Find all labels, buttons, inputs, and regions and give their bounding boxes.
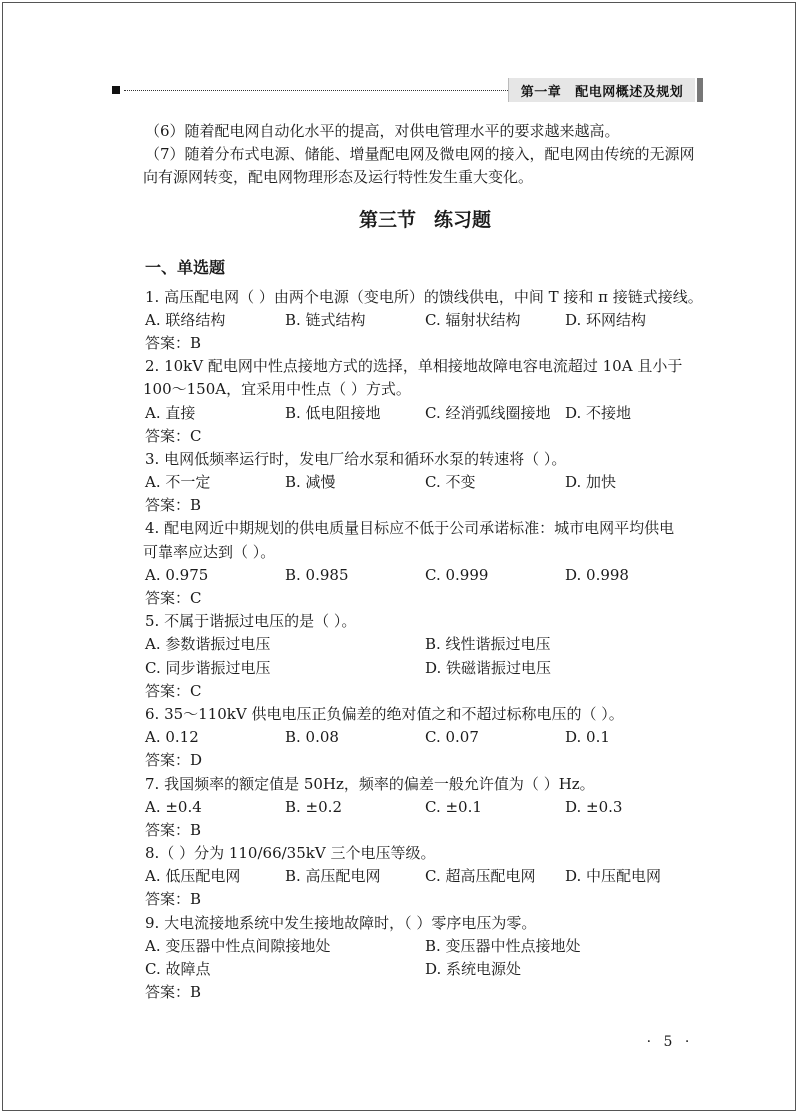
question-stem: 6. 35～110kV 供电电压正负偏差的绝对值之和不超过标称电压的（ ）。 (145, 704, 624, 723)
section-number: 第三节 (358, 208, 416, 231)
answer-key: 答案：B (145, 820, 202, 839)
question-item (145, 773, 705, 843)
answer-option: A. 直接 (145, 403, 196, 422)
question-item (145, 912, 705, 1005)
options-row (145, 402, 705, 425)
answer-option: B. 高压配电网 (285, 867, 381, 886)
answer-option: C. 超高压配电网 (425, 867, 536, 886)
question-stem: 100～150A，宜采用中性点（ ）方式。 (143, 380, 411, 399)
answer-option: D. 铁磁谐振过电压 (425, 658, 552, 677)
answer-option: A. 不一定 (145, 473, 211, 492)
answer-option: A. 0.975 (145, 565, 209, 584)
running-header (508, 78, 695, 102)
answer-option: B. ±0.2 (285, 797, 342, 816)
question-stem: 8.（ ）分为 110/66/35kV 三个电压等级。 (145, 844, 436, 863)
question-item (145, 703, 705, 773)
header-dotted-rule (124, 90, 508, 91)
answer-option: D. 中压配电网 (565, 867, 662, 886)
question-list (145, 286, 705, 1005)
page-number: · 5 · (646, 1034, 694, 1050)
answer-option: C. 0.07 (425, 728, 479, 747)
answer-option: C. 经消弧线圈接地 (425, 403, 551, 422)
question-item (145, 517, 705, 610)
options-row (145, 796, 705, 819)
answer-key: 答案：C (145, 589, 202, 607)
question-stem: 1. 高压配电网（ ）由两个电源（变电所）的馈线供电，中间 T 接和 π 接链式接线。 (145, 287, 703, 306)
options-row (145, 564, 705, 587)
answer-option: D. ±0.3 (565, 797, 623, 816)
answer-option: D. 0.1 (565, 728, 610, 747)
intro-item-6: （6）随着配电网自动化水平的提高，对供电管理水平的要求越来越高。 (145, 122, 620, 140)
subsection-title: 一、单选题 (145, 257, 226, 277)
question-stem: 5. 不属于谐振过电压的是（ ）。 (145, 612, 357, 631)
question-stem: 可靠率应达到（ ）。 (143, 542, 276, 561)
answer-option: B. 减慢 (285, 473, 336, 492)
header-title: 配电网概述及规划 (575, 84, 684, 100)
question-item (145, 355, 705, 448)
answer-key: 答案：D (145, 751, 203, 770)
answer-option: B. 链式结构 (285, 310, 366, 329)
answer-option: D. 0.998 (565, 565, 629, 584)
answer-option: A. 低压配电网 (145, 867, 241, 886)
options-row (145, 633, 705, 656)
answer-option: A. ±0.4 (145, 797, 202, 816)
answer-key: 答案：B (145, 983, 202, 1002)
question-stem: 4. 配电网近中期规划的供电质量目标应不低于公司承诺标准：城市电网平均供电 (145, 519, 675, 538)
answer-option: C. 同步谐振过电压 (145, 658, 271, 677)
answer-option: D. 环网结构 (565, 310, 647, 329)
question-stem: 9. 大电流接地系统中发生接地故障时，（ ）零序电压为零。 (145, 913, 537, 932)
answer-option: D. 系统电源处 (425, 960, 522, 978)
answer-option: C. 0.999 (425, 565, 489, 584)
options-row (145, 726, 705, 749)
answer-key: 答案：B (145, 333, 202, 352)
question-stem: 3. 电网低频率运行时，发电厂给水泵和循环水泵的转速将（ ）。 (145, 449, 567, 468)
answer-key: 答案：C (145, 426, 202, 445)
options-row (145, 958, 705, 981)
answer-option: B. 0.985 (285, 565, 349, 584)
answer-option: B. 低电阻接地 (285, 403, 381, 422)
options-row (145, 471, 705, 494)
answer-option: B. 0.08 (285, 728, 339, 747)
answer-option: C. ±0.1 (425, 797, 482, 816)
options-row (145, 935, 705, 958)
question-item (145, 286, 705, 356)
answer-option: B. 线性谐振过电压 (425, 635, 551, 654)
question-item (145, 842, 705, 912)
answer-option: A. 联络结构 (145, 310, 226, 329)
answer-option: C. 故障点 (145, 960, 211, 978)
header-chapter: 第一章 (520, 84, 562, 100)
page-content (145, 120, 705, 1004)
section-name: 练习题 (434, 208, 492, 231)
answer-option: B. 变压器中性点接地处 (425, 936, 581, 955)
header-square-mark (112, 86, 120, 94)
answer-key: 答案：B (145, 496, 202, 515)
answer-option: C. 辐射状结构 (425, 310, 521, 329)
question-item (145, 610, 705, 703)
answer-option: A. 参数谐振过电压 (145, 635, 271, 654)
answer-key: 答案：B (145, 890, 202, 909)
answer-option: D. 加快 (565, 473, 617, 492)
question-item (145, 448, 705, 518)
answer-option: A. 变压器中性点间隙接地处 (145, 936, 331, 955)
options-row (145, 309, 705, 332)
options-row (145, 657, 705, 680)
section-title (145, 200, 705, 240)
answer-option: C. 不变 (425, 473, 476, 492)
question-stem: 2. 10kV 配电网中性点接地方式的选择，单相接地故障电容电流超过 10A 且小于 (145, 357, 683, 376)
answer-option: A. 0.12 (145, 728, 199, 747)
answer-key: 答案：C (145, 681, 202, 700)
question-stem: 7. 我国频率的额定值是 50Hz，频率的偏差一般允许值为（ ）Hz。 (145, 774, 595, 793)
intro-item-7-line1: （7）随着分布式电源、储能、增量配电网及微电网的接入，配电网由传统的无源网 (145, 145, 695, 164)
options-row (145, 865, 705, 888)
header-side-bar (697, 78, 703, 102)
answer-option: D. 不接地 (565, 403, 632, 422)
intro-item-7-line2: 向有源网转变，配电网物理形态及运行特性发生重大变化。 (143, 168, 534, 187)
